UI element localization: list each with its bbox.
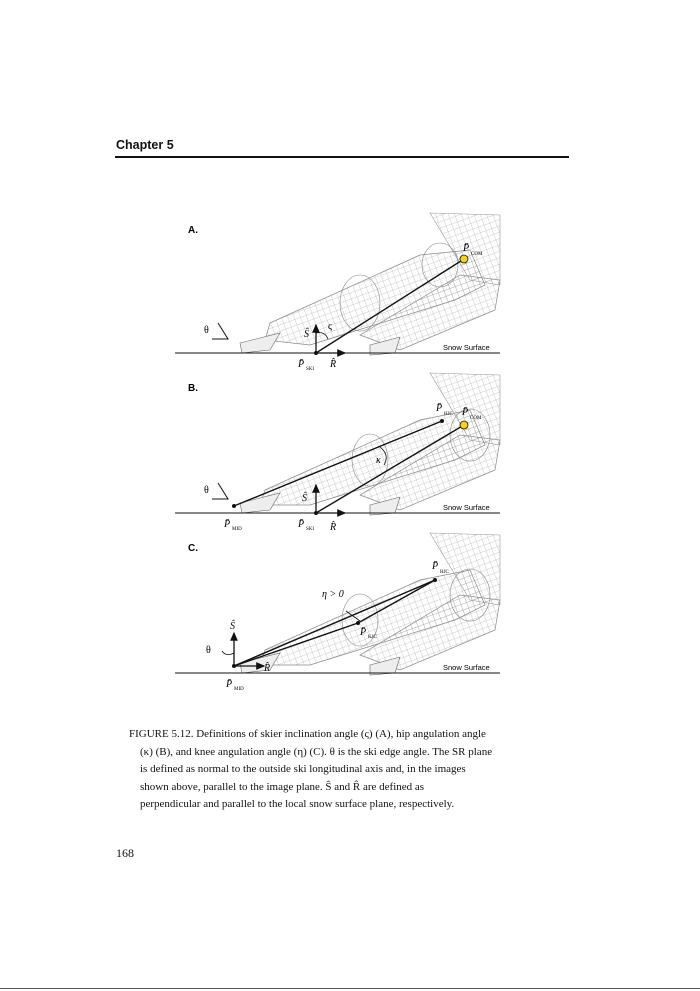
panel-c-phjc: P̄	[432, 561, 439, 572]
caption-line-5: perpendicular and parallel to the local snow surface plane, respectively.	[140, 798, 455, 810]
panel-b-snow-label: Snow Surface	[443, 503, 490, 512]
panel-b-letter: B.	[188, 383, 198, 394]
panel-a-r-label: R̂	[330, 359, 337, 370]
panel-a-pski-sub: SKI	[306, 367, 315, 372]
panel-b	[175, 373, 500, 533]
panel-c-letter: C.	[188, 543, 198, 554]
panel-a-pcom-sub: COM	[471, 252, 483, 257]
panel-a-letter: A.	[188, 225, 198, 236]
panel-a-angle-label: ς	[328, 321, 332, 332]
panel-b-pcom: P̄	[462, 407, 469, 418]
panel-c	[175, 533, 500, 692]
figure-caption	[130, 726, 562, 814]
panel-c-angle-label: η > 0	[322, 589, 344, 600]
panel-a-snow-label: Snow Surface	[443, 343, 490, 352]
panel-c-theta: θ	[206, 645, 211, 656]
panel-b-pski: P̄	[298, 519, 305, 530]
panel-b-r-label: R̂	[330, 522, 337, 533]
caption-line-2: (κ) (B), and knee angulation angle (η) (C). θ is the ski edge angle. The SR plane	[140, 745, 493, 758]
panel-c-s-label: Ŝ	[230, 621, 235, 632]
panel-a-theta: θ	[204, 325, 209, 336]
panel-a-pski: P̄	[298, 359, 305, 370]
panel-c-pmid-sub: MID	[234, 687, 244, 692]
panel-b-legs-drawing	[240, 373, 500, 515]
caption-line-1: FIGURE 5.12. Definitions of skier inclination angle (ς) (A), hip angulation angle	[129, 728, 486, 740]
panel-a-s-label: Ŝ	[304, 329, 309, 340]
panel-b-phjc-sub: HJC	[444, 412, 453, 417]
caption-line-3: is defined as normal to the outside ski longitudinal axis and, in the images	[140, 763, 466, 775]
panel-c-legs-drawing	[240, 533, 500, 675]
panel-c-pkjc: P̄	[360, 627, 367, 638]
panel-b-s-label: Ŝ	[302, 493, 307, 504]
panel-c-r-label: R̂	[264, 663, 271, 674]
panel-a	[175, 213, 500, 372]
page-bottom-edge	[0, 988, 700, 989]
panel-a-pcom: P̄	[463, 243, 470, 254]
panel-b-pmid: P̄	[224, 519, 231, 530]
figure-5-12	[170, 205, 510, 705]
panel-b-angle-label: κ	[376, 455, 381, 466]
panel-c-pkjc-sub: KJC	[368, 635, 377, 640]
panel-c-phjc-sub: HJC	[440, 570, 449, 575]
panel-b-theta: θ	[204, 485, 209, 496]
panel-a-legs-drawing	[240, 213, 500, 355]
panel-b-pcom-sub: COM	[470, 416, 482, 421]
panel-c-snow-label: Snow Surface	[443, 663, 490, 672]
page-number: 168	[116, 846, 134, 860]
caption-line-4: shown above, parallel to the image plane. Ŝ and R̂ are defined as	[140, 780, 425, 793]
header-rule	[115, 156, 569, 158]
panel-b-pmid-sub: MID	[232, 527, 242, 532]
chapter-heading: Chapter 5	[116, 138, 174, 152]
panel-b-phjc: P̄	[436, 403, 443, 414]
panel-c-pmid: P̄	[226, 679, 233, 690]
panel-b-pski-sub: SKI	[306, 527, 315, 532]
